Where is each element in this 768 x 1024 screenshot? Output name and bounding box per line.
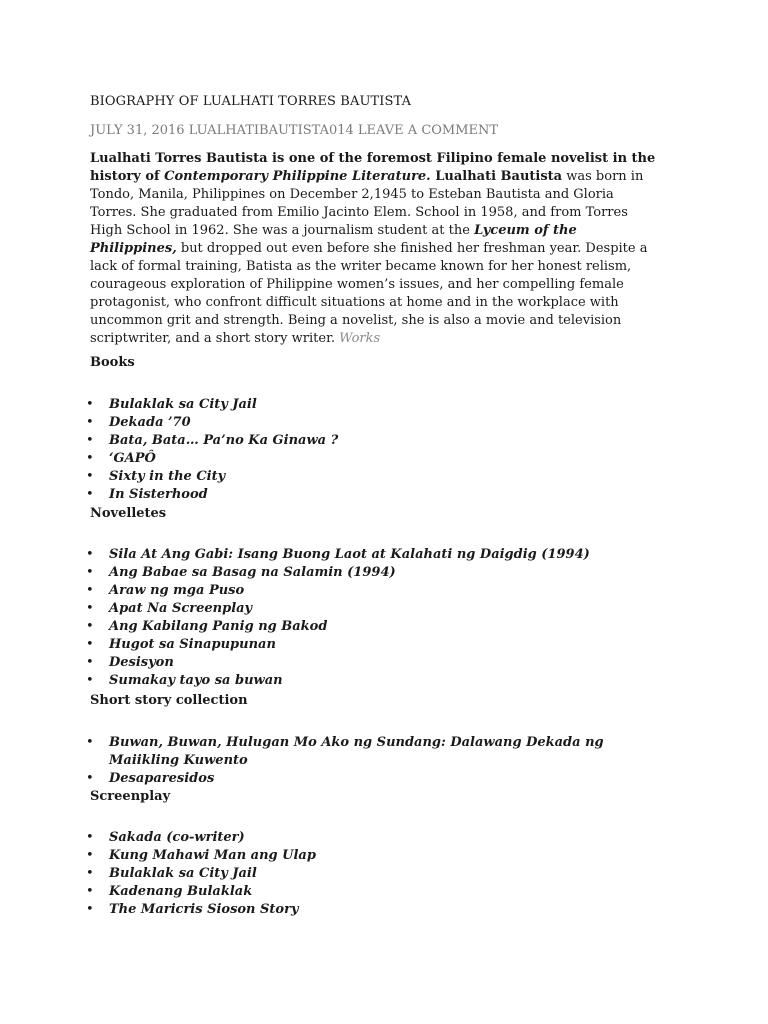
intro-text-1: is one of the foremost Filipino female novelist in the history of xyxy=(90,151,656,184)
list-item: • Bulaklak sa City Jail xyxy=(90,865,650,883)
screenplay-list xyxy=(90,829,650,919)
list-item: • In Sisterhood xyxy=(90,486,650,504)
list-item: • Ang Kabilang Panig ng Bakod xyxy=(90,618,650,636)
list-item: • Araw ng mga Puso xyxy=(90,582,650,600)
list-item: • The Maricris Sioson Story xyxy=(90,901,650,919)
list-item: • Dekada ’70 xyxy=(90,414,650,432)
list-item: • Apat Na Screenplay xyxy=(90,600,650,618)
list-item: • Hugot sa Sinapupunan xyxy=(90,636,650,654)
list-item: • Sila At Ang Gabi: Isang Buong Laot at Kalahati ng Daigdig (1994) xyxy=(90,546,650,564)
list-item: • Buwan, Buwan, Hulugan Mo Ako ng Sundang: Dalawang Dekada ng Maiikling Kuwento xyxy=(90,734,650,770)
section-label-screenplay: Screenplay xyxy=(90,789,171,804)
author-name: Lualhati Torres Bautista xyxy=(90,151,268,166)
page-title: BIOGRAPHY OF LUALHATI TORRES BAUTISTA xyxy=(90,94,412,109)
intro-text-3: but dropped out even before she finished her freshman year. Despite a lack of formal training, Batista as the writer became known for her honest relism, courageous exploration of Philippine women’s issues, and her compelling female protagonist, who confront difficult situations at home and in the workplace with uncommon grit and strength. Being a novelist, she is also a movie and television scriptwriter, and a short story writer. xyxy=(90,241,648,346)
intro-text-2: was born in Tondo, Manila, Philippines on December 2,1945 to Esteban Bautista and Gloria Torres. She graduated from Emilio Jacinto Elem. School in 1958, and from Torres High School in 1962. She was a journalism student at the xyxy=(90,169,644,238)
post-meta: JULY 31, 2016 LUALHATIBAUTISTA014 LEAVE A COMMENT xyxy=(90,123,499,138)
list-item: • Desisyon xyxy=(90,654,650,672)
list-item: • Sakada (co-writer) xyxy=(90,829,650,847)
list-item: • Kung Mahawi Man ang Ulap xyxy=(90,847,650,865)
list-item: • Desaparesidos xyxy=(90,770,650,788)
intro-paragraph xyxy=(90,150,660,348)
novelletes-list xyxy=(90,546,650,690)
literature-title: Contemporary Philippine Literature. xyxy=(164,169,431,184)
short-story-list xyxy=(90,734,650,788)
list-item: • Ang Babae sa Basag na Salamin (1994) xyxy=(90,564,650,582)
list-item: • Bata, Bata… Pa’no Ka Ginawa ? xyxy=(90,432,650,450)
list-item: • Sixty in the City xyxy=(90,468,650,486)
list-item: • Sumakay tayo sa buwan xyxy=(90,672,650,690)
list-item: • ‘GAPÔ xyxy=(90,450,650,468)
list-item: • Kadenang Bulaklak xyxy=(90,883,650,901)
section-label-novelletes: Novelletes xyxy=(90,506,167,521)
books-list xyxy=(90,396,650,504)
section-label-books: Books xyxy=(90,355,135,370)
author-name-2: Lualhati Bautista xyxy=(430,169,563,184)
lyceum-name: Lyceum of the Philippines, xyxy=(90,223,577,256)
works-link[interactable]: Works xyxy=(339,331,381,346)
section-label-short-story: Short story collection xyxy=(90,693,248,708)
list-item: • Bulaklak sa City Jail xyxy=(90,396,650,414)
